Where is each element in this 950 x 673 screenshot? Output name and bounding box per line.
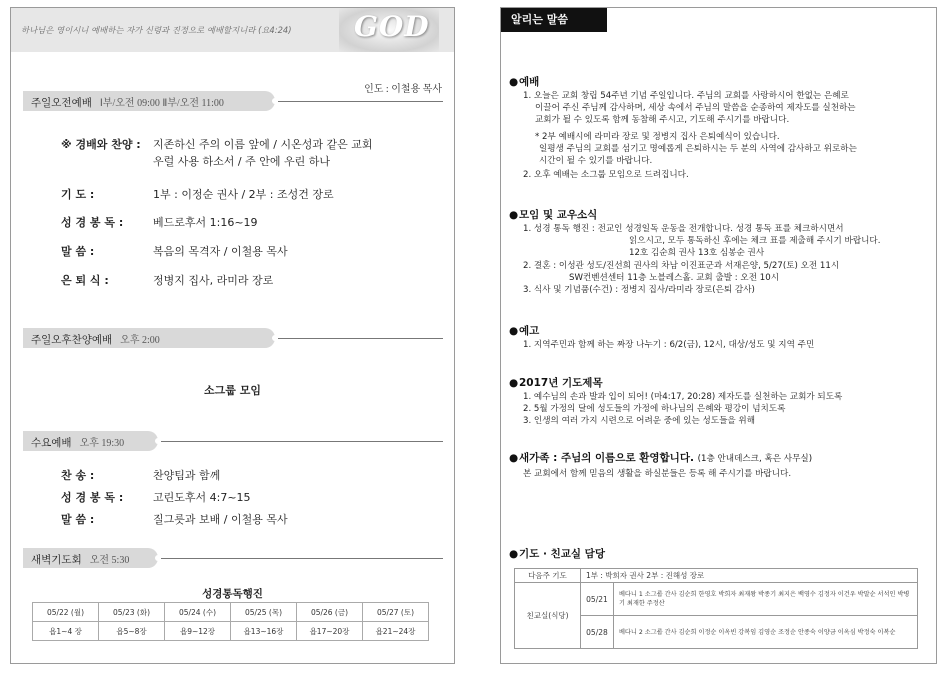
announce-line: SW컨벤션센터 11층 노블레스홀. 교회 출발 : 오전 10시 [569,273,780,283]
small-group-text: 소그룹 모임 [204,384,261,397]
heading-text: 2017년 기도제목 [519,377,603,389]
announce-line: 3. 인생의 여러 가지 시련으로 어려운 중에 있는 성도들을 위해 [523,416,756,426]
table-cell: 욥17~20장 [297,622,363,641]
announce-line: 1. 오늘은 교회 창립 54주년 기념 주일입니다. 주님의 교회를 사랑하시어 한없는 은혜로 [523,91,849,101]
table-cell: 05/28 [581,616,614,649]
order-row-reading [61,214,398,231]
section-title: 새벽기도회 [31,555,82,566]
heading-text: 새가족 : 주님의 이름으로 환영합니다. [519,452,694,464]
heading-text: 예배 [519,76,540,88]
prayer-room-table [514,568,918,649]
table-cell: 욥13~16장 [231,622,297,641]
section-title: 수요예배 [31,438,72,449]
prayer-room-heading: ●기도 · 친교실 담당 [509,548,605,560]
section-dawn-prayer [23,548,443,568]
table-cell: 1부 : 박희자 권사 2부 : 진해성 장로 [581,569,918,583]
table-cell: 05/25 (목) [231,603,297,622]
meetings-heading: ●모임 및 교우소식 [509,209,598,221]
order-value: 복음의 목격자 / 이철용 목사 [153,245,288,258]
announce-line: 3. 식사 및 기념품(수건) : 정병지 집사/라미라 장로(은퇴 감사) [523,285,755,295]
announce-line: 2. 5월 가정의 달에 성도들의 가정에 하나님의 은혜와 평강이 넘치도록 [523,404,786,414]
announce-line: 12호 김순희 권사 13호 심봉순 권사 [629,248,765,258]
section-title: 주일오후찬양예배 [31,335,113,346]
order-value: 질그릇과 보배 / 이철용 목사 [153,513,288,526]
order-label: 은 퇴 식 : [61,274,109,287]
presider-text: 인도 : 이철용 목사 [364,84,442,95]
right-announcements-page [500,7,937,664]
section-time: 오전 5:30 [89,555,130,566]
announce-line: 본 교회에서 함께 믿음의 생활을 하실분들은 등록 해 주시기를 바랍니다. [523,469,792,479]
section-morning-service [23,91,443,111]
table-cell: 다음주 기도 [515,569,581,583]
announce-line: 2. 결혼 : 이성관 성도/진선희 권사의 차남 이진표군과 서재은양, 5/27(토) 오전 11시 [523,261,840,271]
order-label: 성 경 봉 독 : [61,491,124,504]
order-row-sermon [61,511,398,528]
section-time: 오후 2:00 [120,335,160,346]
table-row [515,569,918,583]
announce-line: 일평생 주님의 교회를 섬기고 명예롭게 은퇴하시는 두 분의 사역에 감사하고 위로하는 [539,144,857,154]
section-time: Ⅰ부/오전 09:00 Ⅱ부/오전 11:00 [99,98,224,109]
announce-line: 이끌어 주신 주님께 감사하며, 세상 속에서 주님의 말씀을 순종하여 제자도를 실천하는 [535,103,856,113]
section-title: 주일오전예배 [31,98,92,109]
announce-line: 교회가 될 수 있도록 함께 동참해 주시고, 기도해 주시기를 바랍니다. [535,115,790,125]
section-time: 오후 19:30 [79,438,125,449]
order-row-retirement [61,272,398,289]
header-banner [11,8,454,52]
order-value: 고린도후서 4:7~15 [153,491,251,504]
announce-line: 1. 지역주민과 함께 하는 짜장 나누기 : 6/2(금), 12시, 대상/성도 및 지역 주민 [523,340,815,350]
announce-line: 시간이 될 수 있기를 바랍니다. [539,156,653,166]
section-afternoon-service [23,328,443,348]
left-bulletin-page [10,7,455,664]
bible-reading-title: 성경통독행진 [202,588,263,600]
table-row [515,583,918,616]
announce-line: 읽으시고, 모두 통독하신 후에는 체크 표를 제출해 주시기 바랍니다. [629,236,881,246]
table-cell: 05/22 (월) [33,603,99,622]
order-label: 기 도 : [61,188,95,201]
table-cell: 친교실(식당) [515,583,581,649]
order-label: 찬 송 : [61,469,95,482]
table-cell: 05/24 (수) [165,603,231,622]
god-logo [339,8,439,52]
bible-reading-table [32,602,429,641]
order-value: 베드로후서 1:16~19 [153,216,258,229]
table-cell: 욥21~24장 [363,622,429,641]
worship-heading: ●예배 [509,76,540,88]
table-cell: 베다니 2 소그룹 간사 김순희 이정순 이옥빈 강복임 김영순 조정순 안종숙 이양금 이옥심 박정숙 이복순 [613,616,917,649]
table-cell: 욥9~12장 [165,622,231,641]
table-cell: 05/27 (토) [363,603,429,622]
table-cell: 욥5~8장 [99,622,165,641]
heading-sub: (1층 안내데스크, 혹은 사무실) [697,454,813,464]
order-value: 정병지 집사, 라미라 장로 [153,274,274,287]
order-label: 말 씀 : [61,245,95,258]
order-value: 1부 : 이정순 권사 / 2부 : 조성건 장로 [153,188,334,201]
table-row [33,603,429,622]
announcements-title: 알리는 말씀 [501,8,607,32]
table-cell: 05/21 [581,583,614,616]
announce-line: 1. 예수님의 손과 발과 입이 되어! (마4:17, 20:28) 제자도를 실천하는 교회가 되도록 [523,392,843,402]
heading-text: 예고 [519,325,540,337]
order-row-prayer [61,186,398,203]
order-row-reading [61,489,398,506]
order-value: 찬양팀과 함께 [153,469,221,482]
order-row-hymn [61,467,398,484]
logo-text: GOD [354,10,430,43]
notice-heading: ●예고 [509,325,540,337]
table-row [33,622,429,641]
announce-line: 1. 성경 통독 행진 : 전교인 성경일독 운동을 전개합니다. 성경 통독 표를 체크하시면서 [523,224,844,234]
order-row-sermon [61,243,398,260]
order-value: 지존하신 주의 이름 앞에 / 시온성과 같은 교회 우럴 사용 하소서 / 주 안에 우린 하나 [153,138,373,168]
order-label: 성 경 봉 독 : [61,216,124,229]
prayer2017-heading: ●2017년 기도제목 [509,377,603,389]
announce-line: * 2부 예배시에 라미라 장로 및 정병지 집사 은퇴예식이 있습니다. [535,132,780,142]
table-cell: 05/26 (금) [297,603,363,622]
newcomer-heading: ●새가족 : 주님의 이름으로 환영합니다. (1층 안내데스크, 혹은 사무실) [509,452,813,464]
table-cell: 05/23 (화) [99,603,165,622]
section-wednesday-service [23,431,443,451]
announce-line: 2. 오후 예배는 소그룹 모임으로 드려집니다. [523,170,689,180]
heading-text: 모임 및 교우소식 [519,209,598,221]
header-verse: 하나님은 영이시니 예배하는 자가 신령과 진정으로 예배할지니라 (요4:24) [21,25,292,35]
order-row-worship [61,136,383,170]
table-cell: 베다니 1 소그룹 간사 김순희 한영호 박희자 최재왕 박종기 최지은 백영수 김정자 이건우 박말순 서석인 박병기 최재한 주정산 [613,583,917,616]
heading-text: 기도 · 친교실 담당 [519,548,605,560]
order-label: 말 씀 : [61,513,95,526]
order-label: ※ 경배와 찬양 : [61,138,141,151]
table-cell: 욥1~4 장 [33,622,99,641]
